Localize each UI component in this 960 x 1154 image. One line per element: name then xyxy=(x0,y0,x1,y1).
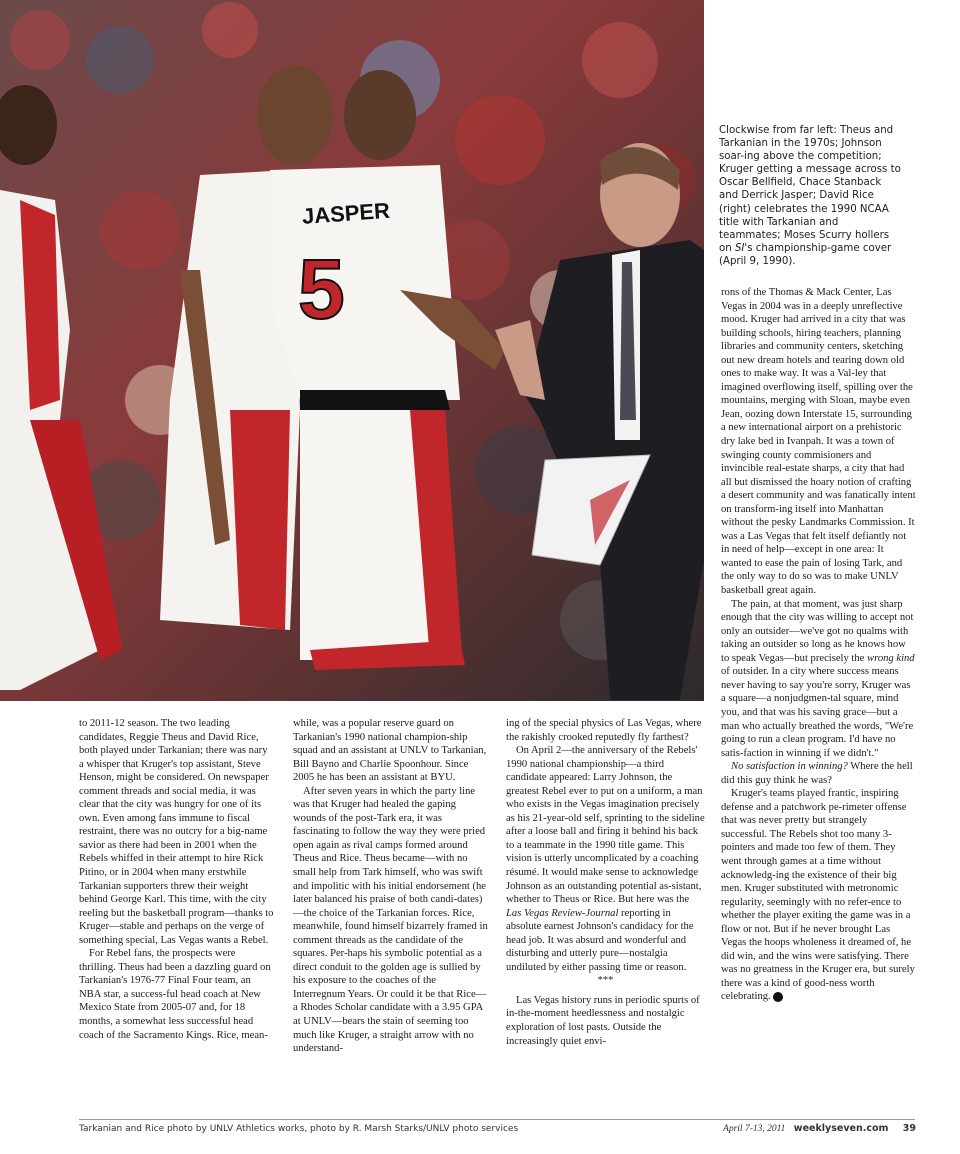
paragraph: rons of the Thomas & Mack Center, Las Vegas in 2004 was in a deeply unreflective mood. Kruger had arrived in a city that was building schools, hiring teachers, planning libraries and community centers, sketching out new dream hotels and tearing down old ones to make way. It was a Val-ley that imagined overflowing itself, spilling over the mountains, merging with Sloan, maybe even Jean, oozing down Interstate 15, surrounding a new international airport on a prehistoric dry lake bed in Ivanpah. It was a town of swinging county commisioners and invincible real-estate sharps, a city that had all but dismissed the hoary notion of crafting a desert community and was fanatically intent on transform-ing itself into Manhattan without the pesky Landmarks Commission. It was a Las Vegas that felt itself defiantly not in need of help—except in one area: It wanted to ease the pain of losing Tark, and the only way to do so was to make UNLV basketball great again. xyxy=(721,287,916,597)
page-number: 39 xyxy=(902,1123,916,1134)
end-mark-icon: 7 xyxy=(773,992,783,1002)
caption-text-end: 's championship-game cover (April 9, 1990). xyxy=(719,242,892,267)
paragraph xyxy=(506,744,705,974)
feature-photo xyxy=(0,0,704,701)
paragraph: ing of the special physics of Las Vegas, where the rakishly crooked reputedly fly farthest? xyxy=(506,718,702,743)
paragraph: while, was a popular reserve guard on Tarkanian's 1990 national champion-ship squad and an assistant at UNLV to Tarkanian, Bill Bayno and Charlie Spoonhour. Since 2005 he has been an assistant at BYU. xyxy=(293,718,487,784)
site-link[interactable]: weeklyseven.com xyxy=(793,1123,889,1134)
jersey-number: 5 xyxy=(298,242,345,336)
issue-date: April 7-13, 2011 xyxy=(723,1124,786,1134)
paragraph xyxy=(721,760,916,787)
paragraph-text: The pain, at that moment, was just sharp enough that the city was willing to accept not only an outsider—we've got no qualms with taking an outsider so long as he knows how to speak Vegas—but precisely the xyxy=(721,598,914,664)
paragraph-text: Where the hell did this guy think he was? xyxy=(721,761,913,786)
article-column-1 xyxy=(79,717,274,1042)
section-divider: *** xyxy=(597,975,614,987)
caption-text: Clockwise from far left: Theus and Tarkanian in the 1970s; Johnson soar-ing above the competition; Kruger getting a message across to Oscar Bellfield, Chace Stanback and Derrick Jasper; David Rice (right) celebrates the 1990 NCAA title with Tarkanian and teammates; Moses Scurry hollers on xyxy=(719,125,901,254)
publication-name: Las Vegas Review-Journal xyxy=(506,907,619,919)
paragraph: For Rebel fans, the prospects were thrilling. Theus had been a dazzling guard on Tarkanian's 1976-77 Final Four team, an NBA star, a success-ful head coach at New Mexico State from 2005-07 and, for 18 months, a somewhat less successful head coach of the Sacramento Kings. Rice, mean- xyxy=(79,948,271,1041)
jersey-name: JASPER xyxy=(301,197,391,229)
folio xyxy=(723,1123,916,1134)
team-huddle-photo xyxy=(0,0,704,701)
paragraph: After seven years in which the party line was that Kruger had healed the gaping wounds of the post-Tark era, it was fascinating to follow the way they were pried open again as rival camps formed around Theus and Rice. Theus became—with no small help from Tark himself, who was swift and impolitic with his initial endorsement (he later balanced his praise of both candi-dates)—the choice of the Tarkanian forces. Rice, meanwhile, found himself bizarrely framed in comment threads as the candidate of the squares. Per-haps his symbolic potential as a direct conduit to the golden age is sullied by his exposure to the coaches of the Interregnum Years. Or could it be that Rice—a Rhodes Scholar candidate with a 3.95 GPA at UNLV—bears the stain of seeming too much like Kruger, a straight arrow with no understand- xyxy=(293,785,488,1055)
photo-caption xyxy=(719,124,901,268)
emphasis: No satisfaction in winning? xyxy=(731,761,848,773)
paragraph xyxy=(721,598,916,761)
emphasis: wrong kind xyxy=(867,652,915,664)
paragraph: Las Vegas history runs in periodic spurts of in-the-moment heedlessness and nostalgic exploration of lost pasts. Outside the increasingly quiet envi- xyxy=(506,994,700,1047)
article-column-4 xyxy=(721,286,916,1004)
paragraph xyxy=(721,787,916,1004)
footer-rule xyxy=(79,1119,915,1120)
article-column-3 xyxy=(506,717,705,1048)
paragraph: to 2011-12 season. The two leading candidates, Reggie Theus and David Rice, both played under Tarkanian; there was nary a whisper that Kruger's top assistant, Steve Henson, might be considered. On newspaper comment threads and social media, it was clear that the city was hungry for one of its own. Even among fans immune to fiscal restraint, there was no outcry for a big-name savior as there had been in 2001 when the Rebels whiffed in their attempt to hire Rick Pitino, or in 2004 when many erstwhile Tarkanian supporters threw their weight behind George Karl. This time, with the city reeling but the basketball program—thanks to Kruger—stable and perhaps on the verge of something special, Las Vegas wants a Rebel. xyxy=(79,718,274,946)
paragraph-text: Kruger's teams played frantic, inspiring defense and a patchwork pe-rimeter offense that was never pretty but strangely successful. The Rebels shot too many 3-pointers and made too few of them. They went through games at a time without acknowledg-ing the existence of their big men. Kruger substituted with metronomic regularity, seemingly with no refer-ence to whether the player exiting the game was in a flow or not. But if he never brought Las Vegas the hoops wholeness it dreamed of, he did win, and the wins were satisfying. There was no greatness in the Kruger era, but surely there was a kind of good-ness worth celebrating. xyxy=(721,788,915,1003)
article-column-2 xyxy=(293,717,488,1056)
caption-italic: SI xyxy=(734,242,745,254)
paragraph-text: reporting in absolute earnest Johnson's candidacy for the head job. It was absurd and wonderful and disturbing and utterly pure—nostalgia undiluted by either passing time or reason. xyxy=(506,907,694,973)
photo-credit: Tarkanian and Rice photo by UNLV Athletics works, photo by R. Marsh Starks/UNLV photo services xyxy=(79,1124,519,1134)
paragraph-text: of outsider. In a city where success means never having to say you're sorry, Kruger was a square—a nonjudgmen-tal square, mind you, and that was his saving grace—but a man who actually breathed the words, "We're going to run a clean program. I'd have no satis-faction in winning if we didn't." xyxy=(721,666,914,759)
paragraph-text: On April 2—the anniversary of the Rebels' 1990 national championship—a third candidate appeared: Larry Johnson, the greatest Rebel ever to put on a uniform, a man who exists in the Vegas imagination precisely as his 21-year-old self, sprinting to the sideline after a loose ball and firing it behind his back to a teammate in the 1990 title game. This vision is utterly uncomplicated by a coaching résumé. It would make sense to acknowledge Johnson as an outstanding potential as-sistant, whether to Theus or Rice. But here was the xyxy=(506,745,705,906)
